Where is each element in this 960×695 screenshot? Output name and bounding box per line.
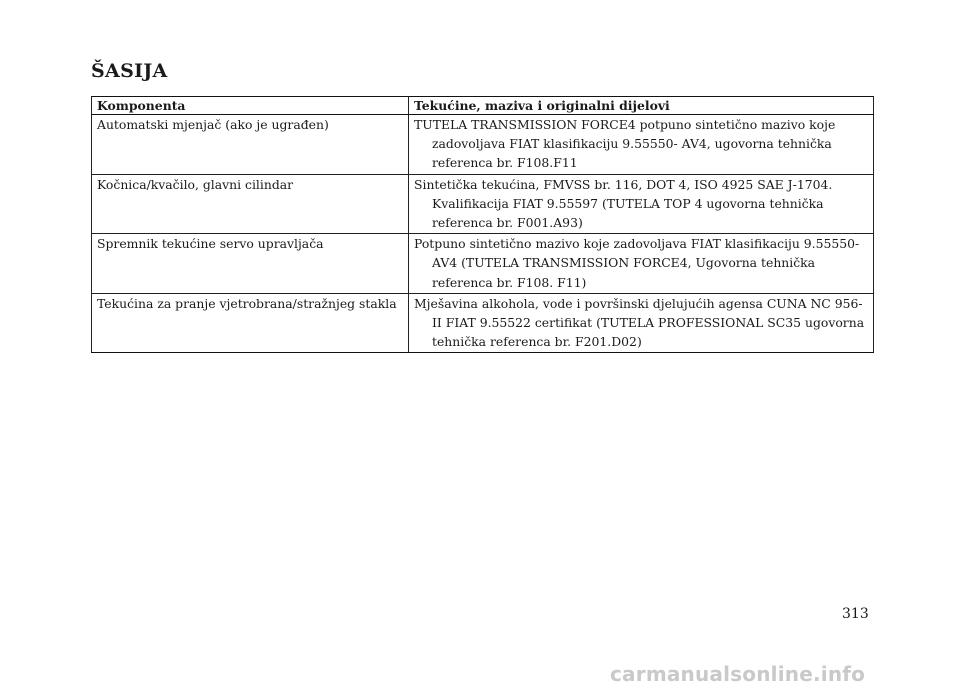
cell-fluids — [409, 293, 874, 353]
cell-fluids-text: Potpuno sintetično mazivo koje zadovoljava FIAT klasifikaciju 9.55550-AV4 (TUTELA TRANSMISSION FORCE4, Ugovorna tehnička referenca br. F108. F11) — [414, 236, 860, 290]
cell-fluids-text: Sintetička tekućina, FMVSS br. 116, DOT 4, ISO 4925 SAE J-1704. Kvalifikacija FIAT 9.55597 (TUTELA TOP 4 ugovorna tehnička referenca br. F001.A93) — [414, 176, 833, 231]
column-header-component: Komponenta — [92, 97, 409, 115]
cell-fluids-text: TUTELA TRANSMISSION FORCE4 potpuno sintetično mazivo koje zadovoljava FIAT klasifikaciju 9.55550- AV4, ugovorna tehnička referenca br. F108.F11 — [414, 117, 836, 171]
cell-fluids — [409, 174, 874, 234]
table-row — [92, 234, 874, 294]
fluids-table — [91, 96, 874, 353]
cell-fluids — [409, 115, 874, 175]
cell-component: Spremnik tekućine servo upravljača — [92, 234, 409, 294]
table-header-row — [92, 97, 874, 115]
table-row — [92, 293, 874, 353]
watermark-text: carmanualsonline.info — [610, 662, 866, 686]
column-header-fluids: Tekućine, maziva i originalni dijelovi — [409, 97, 874, 115]
cell-component: Tekućina za pranje vjetrobrana/stražnjeg stakla — [92, 293, 409, 353]
page-number: 313 — [842, 606, 869, 622]
cell-component: Kočnica/kvačilo, glavni cilindar — [92, 174, 409, 234]
cell-component: Automatski mjenjač (ako je ugrađen) — [92, 115, 409, 175]
cell-fluids-text: Mješavina alkohola, vode i površinski djelujućih agensa CUNA NC 956-II FIAT 9.55522 certifikat (TUTELA PROFESSIONAL SC35 ugovorna tehnička referenca br. F201.D02) — [414, 295, 865, 350]
table-row — [92, 115, 874, 175]
section-title: ŠASIJA — [91, 60, 168, 82]
table-row — [92, 174, 874, 234]
cell-fluids — [409, 234, 874, 294]
